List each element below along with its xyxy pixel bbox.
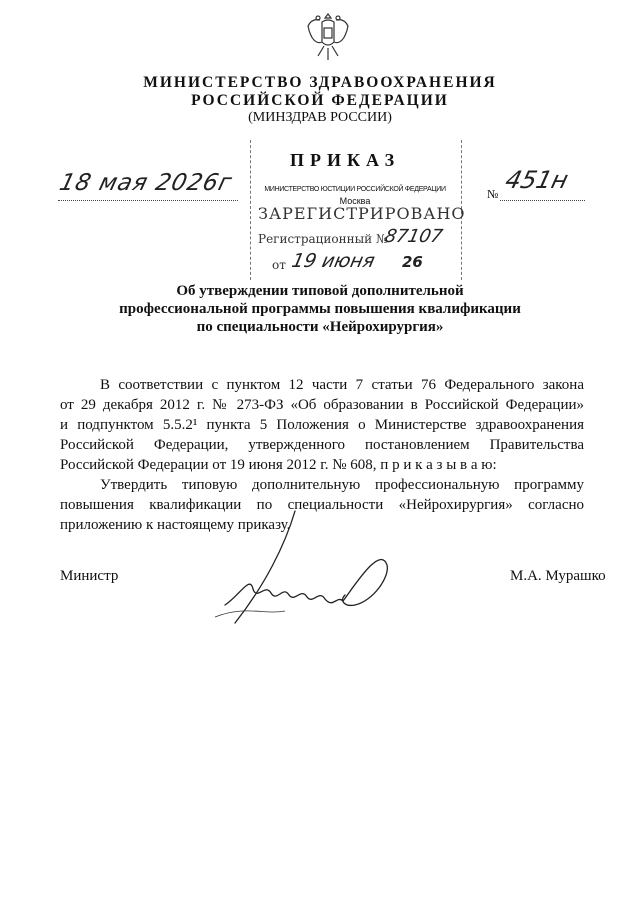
ministry-short-name: (МИНЗДРАВ РОССИИ) xyxy=(248,110,392,125)
number-underline xyxy=(500,200,585,201)
ministry-name-line2: РОССИЙСКОЙ ФЕДЕРАЦИИ xyxy=(191,92,449,109)
order-word: ПРИКАЗ xyxy=(290,150,401,170)
paragraph-1-line: Российской Федерации от 19 июня 2012 г. № 608, п р и к а з ы в а ю: xyxy=(60,457,497,473)
stamp-registered: ЗАРЕГИСТРИРОВАНО xyxy=(258,204,466,223)
paragraph-1-line: Российской Федерации, утвержденного постановлением Правительства xyxy=(60,437,584,453)
paragraph-1-line: и подпунктом 5.5.2¹ пункта 5 Положения о Министерстве здравоохранения xyxy=(60,417,584,433)
stamp-reg-number-handwritten: 87107 xyxy=(382,226,445,247)
signer-name: М.А. Мурашко xyxy=(510,568,606,584)
document-title-line3: по специальности «Нейрохирургия» xyxy=(196,319,444,335)
document-title-line1: Об утверждении типовой дополнительной xyxy=(176,283,464,299)
paragraph-2-line: приложению к настоящему приказу. xyxy=(60,517,291,533)
stamp-date-prefix: от xyxy=(272,258,286,272)
handwritten-signature xyxy=(205,505,395,635)
order-number-label: № xyxy=(487,187,499,201)
stamp-reg-number-label: Регистрационный № xyxy=(258,232,388,246)
paragraph-1-line: от 29 декабря 2012 г. № 273-ФЗ «Об образовании в Российской Федерации» xyxy=(60,397,584,413)
stamp-date-handwritten: 19 июня xyxy=(289,250,377,272)
date-underline xyxy=(58,200,238,201)
stamp-year-suffix: 26 xyxy=(402,253,423,271)
ministry-name-line1: МИНИСТЕРСТВО ЗДРАВООХРАНЕНИЯ xyxy=(143,74,497,91)
paragraph-2-line: повышения квалификации по специальности «Нейрохирургия» согласно xyxy=(60,497,584,513)
paragraph-1-line: В соответствии с пунктом 12 части 7 статьи 76 Федерального закона xyxy=(100,377,584,393)
order-date-handwritten: 18 мая 2026г xyxy=(56,170,236,196)
coat-of-arms-icon xyxy=(302,8,354,66)
stamp-ministry: МИНИСТЕРСТВО ЮСТИЦИИ РОССИЙСКОЙ ФЕДЕРАЦИИ xyxy=(264,186,446,193)
signer-position: Министр xyxy=(60,568,119,584)
order-number-handwritten: 451н xyxy=(502,166,571,194)
document-title-line2: профессиональной программы повышения квалификации xyxy=(119,301,521,317)
stamp-city: Москва xyxy=(339,196,371,206)
paragraph-2-line: Утвердить типовую дополнительную профессиональную программу xyxy=(100,477,584,493)
